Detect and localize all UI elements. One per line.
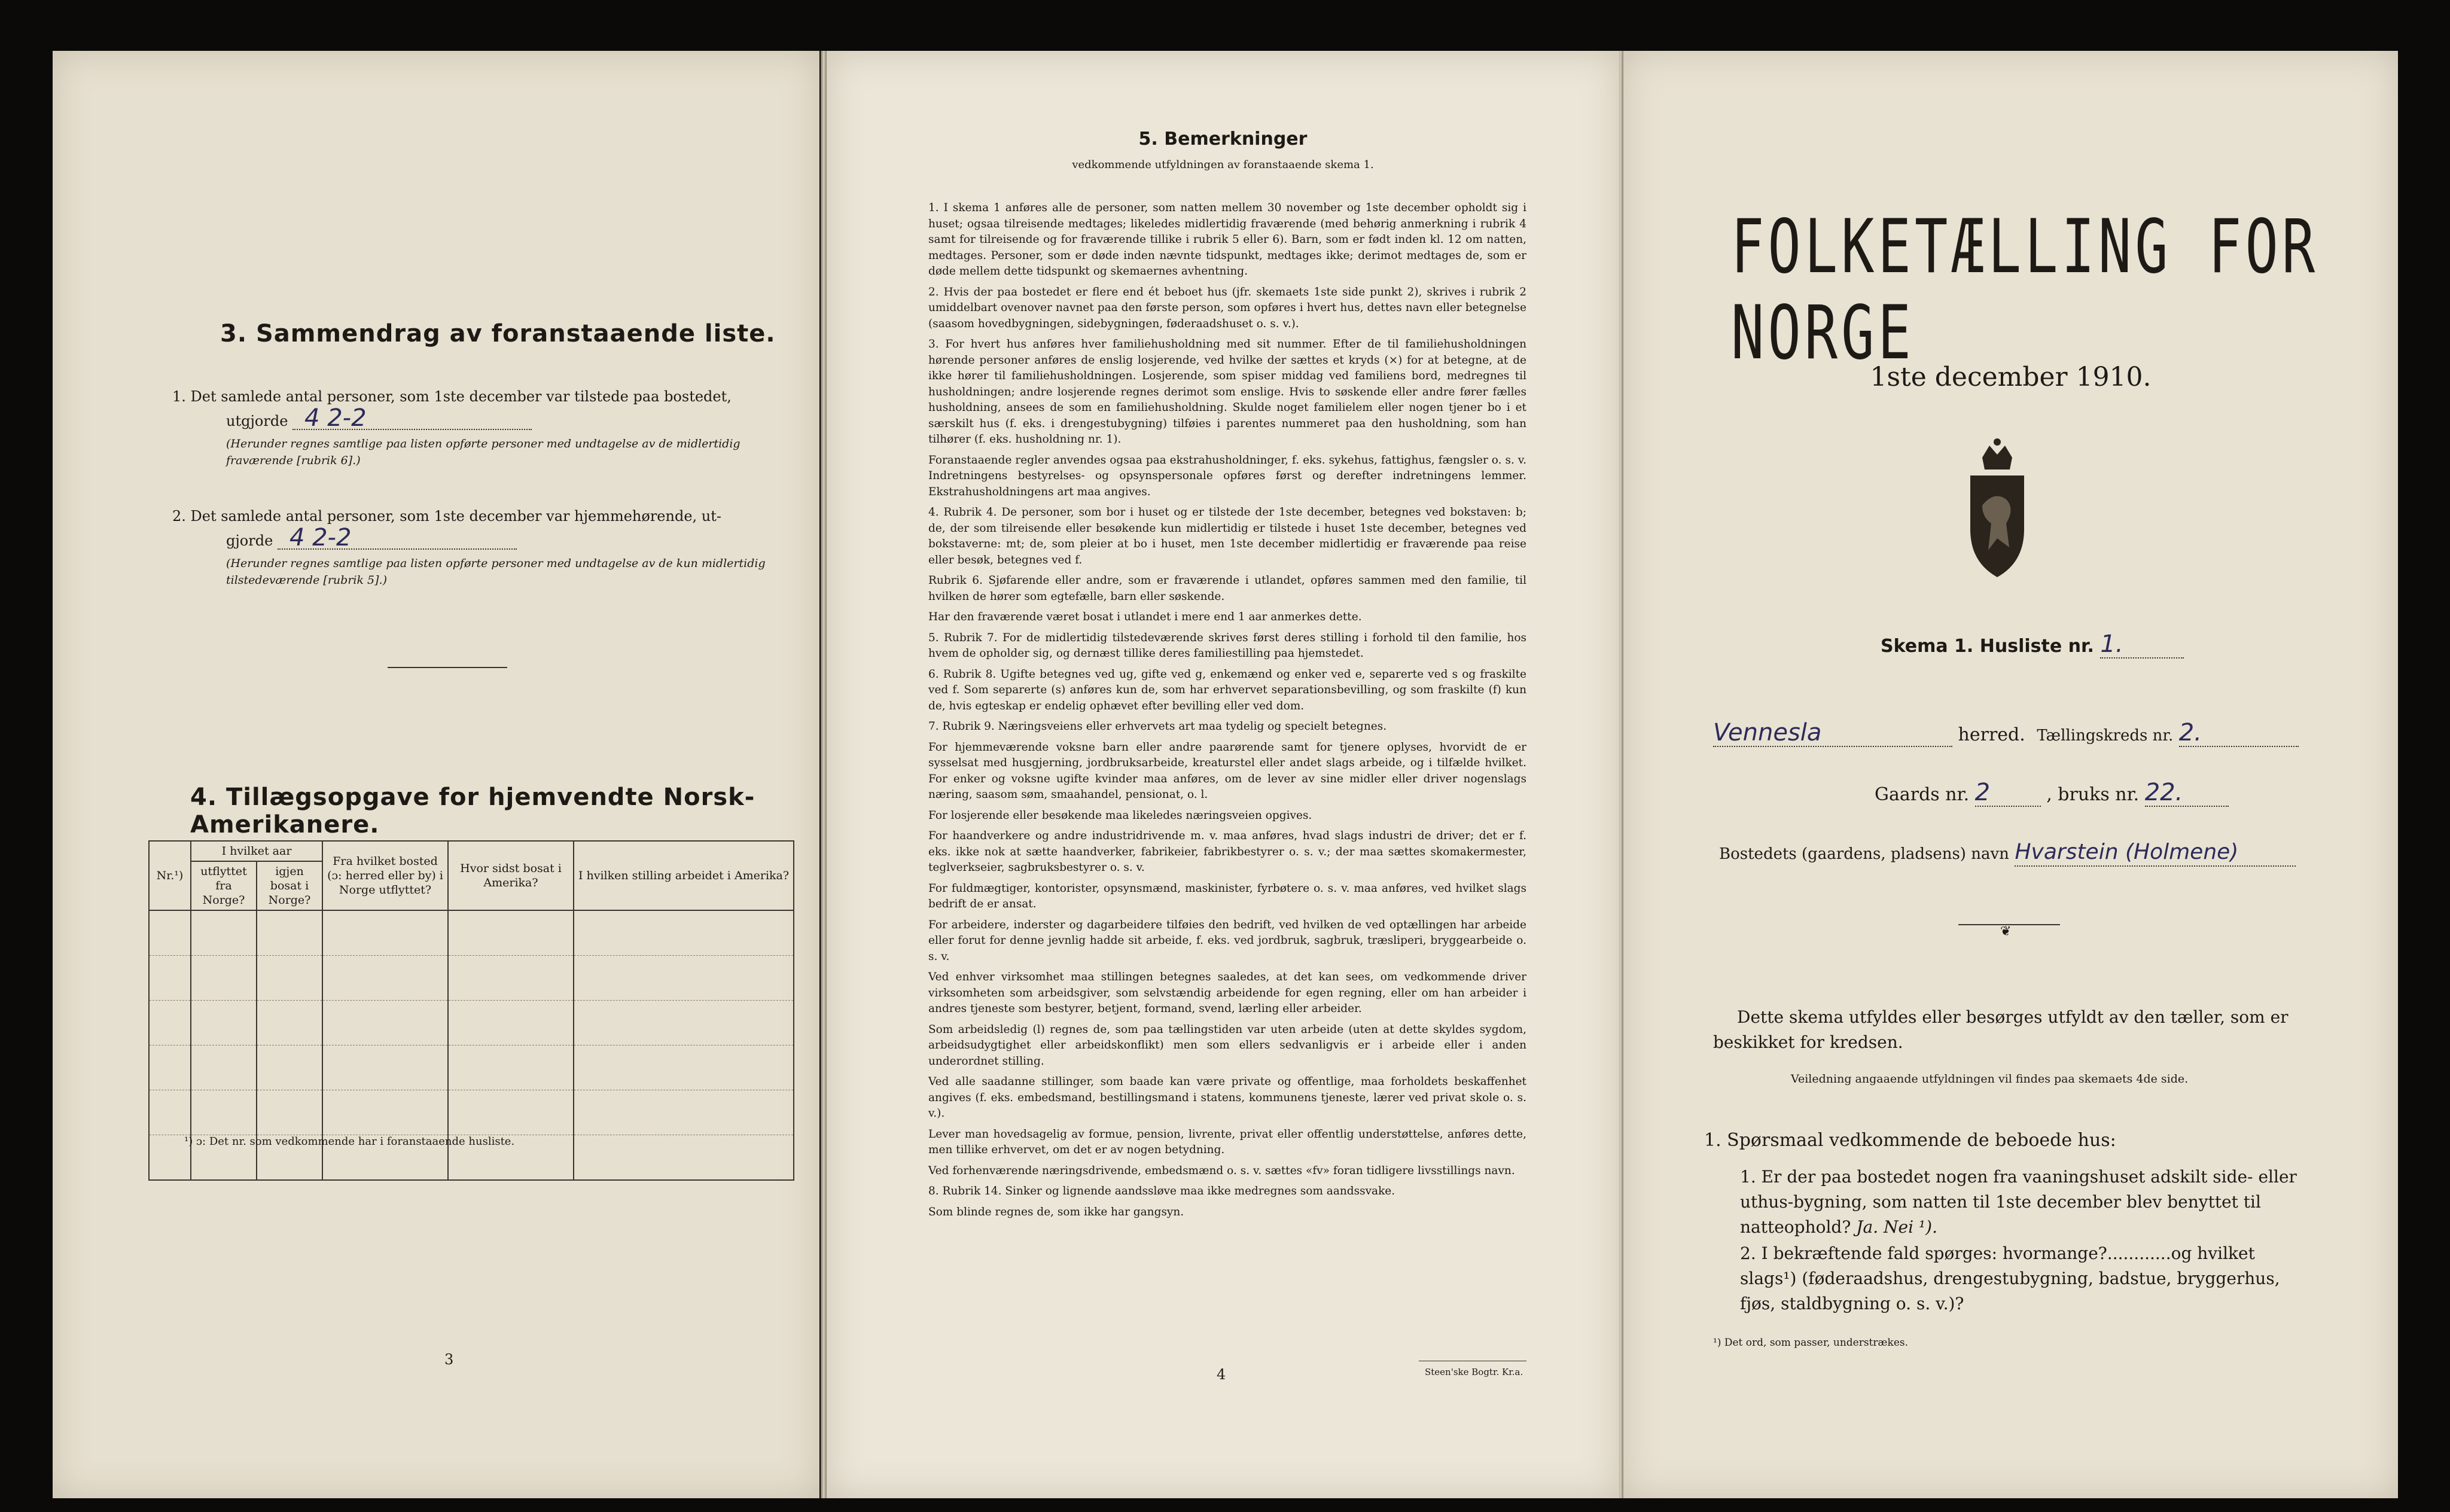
husliste-nr-value: 1. (2100, 631, 2184, 659)
herred-label: herred. (1958, 724, 2025, 745)
remark-item: For haandverkere og andre industridrivende m. v. maa anføres, hvad slags industri de driver; det er f. eks. ikke nok at sætte haandverker, fabrikeier, fabrikbestyrer o. s. v.; der maa sættes skomakermester, teglverkseier, sagbruksbestyrer o. s. v. (928, 830, 1526, 874)
remark-item: For fuldmægtiger, kontorister, opsynsmænd, maskinister, fyrbøtere o. s. v. maa anføres, ved hvilket slags bedrift de er ansat. (928, 882, 1526, 910)
bosted-line (1719, 839, 2347, 867)
remark-item: 2. Hvis der paa bostedet er flere end ét beboet hus (jfr. skemaets 1ste side punkt 2), skrives i rubrik 2 umiddelbart ovenover navnet paa den første person, som opføres i hvert hus, dettes navn eller betegnelse (saasom hovedbygningen, sidebygningen, føderaadshuset o. s. v.). (928, 285, 1526, 330)
remark-item: Som blinde regnes de, som ikke har gangsyn. (928, 1205, 1184, 1218)
section-5-subtitle: vedkommende utfyldningen av foranstaaende skema 1. (1072, 158, 1374, 171)
right-page (1623, 51, 2398, 1498)
col-nr: Nr.¹) (149, 841, 191, 910)
bosted-label: Bostedets (gaardens, pladsens) navn (1719, 845, 2009, 863)
skema-line (1881, 631, 2184, 660)
gaards-label: Gaards nr. (1875, 784, 1970, 805)
summary-item-2-utgjorde: gjorde (226, 532, 273, 549)
census-title: FOLKETÆLLING FOR NORGE (1731, 203, 2319, 376)
col-from-place: Fra hvilket bosted (ɔ: herred eller by) i Norge utflyttet? (322, 841, 448, 910)
remark-item: 4. Rubrik 4. De personer, som bor i huset og er tilstede der 1ste december, betegnes ved bokstaven: b; de, der som tilreisende eller besøkende kun midlertidig er tilstede i huset 1ste december, betegnes ved bokstaverne: mt; de, som pleier at bo i huset, men 1ste december midlertidig er fraværende paa reise eller besøk, betegnes ved f. (928, 506, 1526, 566)
remark-item: For losjerende eller besøkende maa likeledes næringsveien opgives. (928, 809, 1312, 822)
summary-item-2-note: (Herunder regnes samtlige paa listen opførte personer med undtagelse av de kun midlertidig tilstedeværende [rubrik 5].) (226, 557, 766, 587)
remark-item: 8. Rubrik 14. Sinker og lignende aandssløve maa ikke medregnes som aandssvake. (928, 1185, 1395, 1197)
ornament-icon: ❦ (2000, 924, 2012, 939)
col-emigrated: utflyttet fra Norge? (191, 861, 257, 910)
remark-item: Lever man hovedsagelig av formue, pension, livrente, privat eller offentlig understøttelse, anføres dette, men tillike erhvervet, om det er av nogen betydning. (928, 1127, 1526, 1156)
table-row (149, 910, 794, 956)
question-1-1-answer: Ja. Nei ¹). (1856, 1217, 1937, 1237)
summary-item-1-utgjorde: utgjorde (226, 413, 288, 429)
remark-item: 7. Rubrik 9. Næringsveiens eller erhvervets art maa tydelig og specielt betegnes. (928, 720, 1387, 733)
remark-item: Har den fraværende været bosat i utlandet i mere end 1 aar anmerkes dette. (928, 611, 1362, 623)
table-footnote: ¹) ɔ: Det nr. som vedkommende har i foranstaaende husliste. (184, 1135, 515, 1148)
page-number-left: 3 (444, 1351, 454, 1368)
remark-item: Foranstaaende regler anvendes ogsaa paa ekstrahusholdninger, f. eks. sykehus, fattighus, fængsler o. s. v. Indretningens bestyrelses- og opsynspersonale opføres først og derefter indretningens lemmer. Ekstrahusholdningens art maa angives. (928, 453, 1526, 498)
skema-label: Skema 1. Husliste nr. (1881, 636, 2094, 657)
coat-of-arms-icon (1958, 434, 2036, 583)
col-last-america: Hvor sidst bosat i Amerika? (448, 841, 574, 910)
question-1-2: 2. I bekræftende fald spørges: hvormange?............og hvilket slags¹) (føderaadshus, drengestubygning, badstue, bryggerhus, fjøs, staldbygning o. s. v.)? (1740, 1243, 2280, 1313)
remark-item: Ved alle saadanne stillinger, som baade kan være private og offentlige, maa forholdets beskaffenhet angives (f. eks. embedsmand, bestillingsmand i statens, kommunens tjeneste, lærer ved privat skole o. s. v.). (928, 1075, 1526, 1120)
summary-item-1-note: (Herunder regnes samtlige paa listen opførte personer med undtagelse av de midlertidig fraværende [rubrik 6].) (226, 437, 741, 467)
col-year-group: I hvilket aar (191, 841, 322, 861)
section-3-title: 3. Sammendrag av foranstaaende liste. (220, 320, 776, 347)
instruction-text: Dette skema utfyldes eller besørges utfyldt av den tæller, som er beskikket for kredsen. (1713, 1007, 2289, 1052)
section-4-title: 4. Tillægsopgave for hjemvendte Norsk-Amerikanere. (190, 784, 755, 839)
col-position: I hvilken stilling arbeidet i Amerika? (574, 841, 794, 910)
footnote-right: ¹) Det ord, som passer, understrækes. (1713, 1337, 1909, 1349)
summary-item-1 (172, 386, 800, 469)
left-page (53, 51, 819, 1498)
remark-item: 6. Rubrik 8. Ugifte betegnes ved ug, gifte ved g, enkemænd og enker ved e, separerte ved s og fraskilte ved f. Som separerte (s) anføres kun de, som har erhvervet separationsbevilling, og som fraskilte (f) kun de, hvis egteskap er endelig ophævet efter bevilling eller ved dom. (928, 667, 1526, 712)
norsk-amerikanere-table (148, 840, 794, 1181)
remark-item: Som arbeidsledig (l) regnes de, som paa tællingstiden var uten arbeide (uten at dette skyldes sygdom, arbeidsudygtighet eller arbeidskonflikt) men som ellers sedvanligvis er i arbeide eller i anden underordnet stilling. (928, 1023, 1526, 1068)
kreds-value: 2. (2179, 720, 2299, 747)
question-1-1-text: 1. Er der paa bostedet nogen fra vaaningshuset adskilt side- eller uthus-bygning, som natten til 1ste december blev benyttet til natteophold? (1740, 1167, 2297, 1237)
gaards-value: 2 (1975, 779, 2041, 807)
remark-item: Ved forhenværende næringsdrivende, embedsmænd o. s. v. sættes «fv» foran tidligere livsstillings navn. (928, 1164, 1515, 1177)
section-divider (388, 667, 507, 668)
middle-page (827, 51, 1619, 1498)
table-row (149, 1001, 794, 1045)
summary-item-2 (172, 505, 800, 589)
summary-item-1-value: 4 2-2 (292, 407, 532, 430)
summary-item-1-text: 1. Det samlede antal personer, som 1ste december var tilstede paa bostedet, (172, 388, 732, 405)
table-row (149, 1045, 794, 1090)
gaards-line (1875, 779, 2229, 808)
bruks-value: 22. (2145, 779, 2229, 807)
question-1-1 (1740, 1165, 2308, 1240)
remark-item: Ved enhver virksomhet maa stillingen betegnes saaledes, at det kan sees, om vedkommende driver virksomheten som arbeidsgiver, som selvstændig arbeidende for egen regning, eller om han arbeider i andres tjeneste som bestyrer, betjent, formand, svend, lærling eller arbeider. (928, 971, 1526, 1015)
table-row (149, 1090, 794, 1135)
herred-line (1713, 720, 2341, 749)
bruks-label: , bruks nr. (2046, 784, 2140, 805)
summary-item-2-value: 4 2-2 (278, 527, 517, 550)
remark-item: 3. For hvert hus anføres hver familiehusholdning med sit nummer. Efter de til familiehusholdningen hørende personer anføres de enslig losjerende, ved hvilke der sættes et kryds (×) for at betegne, at de ikke hører til familiehusholdningen. Losjerende, som spiser middag ved familiens bord, medregnes til husholdningen; andre losjerende regnes derimot som enslige. Hvis to søskende eller andre fører fælles husholdning, ansees de som en familiehusholdning. Skulde noget familielem eller nogen tjener bo i et særskilt hus (f. eks. i drengestubygning) tilføies i parentes nummeret paa den husholdning, som han tilhører (f. eks. husholdning nr. 1). (928, 338, 1526, 446)
printer-mark: Steen'ske Bogtr. Kr.a. (1425, 1367, 1523, 1377)
bosted-value: Hvarstein (Holmene) (2015, 839, 2296, 867)
section-5-title: 5. Bemerkninger (1138, 129, 1308, 150)
col-returned: igjen bosat i Norge? (257, 861, 322, 910)
question-1-title: 1. Spørsmaal vedkommende de beboede hus: (1704, 1130, 2116, 1151)
census-date: 1ste december 1910. (1870, 362, 2152, 392)
remark-item: Rubrik 6. Sjøfarende eller andre, som er fraværende i utlandet, opføres sammen med den familie, til hvilken de hører som egtefælle, barn eller søskende. (928, 574, 1526, 603)
remark-item: 5. Rubrik 7. For de midlertidig tilstedeværende skrives først deres stilling i forhold til den familie, hos hvem de opholder sig, og dernæst tillike deres familiestilling paa hjemstedet. (928, 631, 1526, 660)
remark-item: 1. I skema 1 anføres alle de personer, som natten mellem 30 november og 1ste december opholdt sig i huset; ogsaa tilreisende medtages; likeledes midlertidig fraværende (med behørig anmerkning i rubrik 4 samt for tilreisende og for fraværende tillike i rubrik 5 eller 6). Barn, som er født inden kl. 12 om natten, medtages. Personer, som er døde inden nævnte tidspunkt, medtages ikke; derimot medtages de, som er døde mellem dette tidspunkt og skemaernes avhentning. (928, 202, 1526, 278)
summary-item-2-text: 2. Det samlede antal personer, som 1ste december var hjemmehørende, ut- (172, 508, 721, 525)
table-row (149, 956, 794, 1001)
page-number-middle: 4 (1217, 1366, 1226, 1383)
herred-value: Vennesla (1713, 720, 1952, 747)
remark-item: For hjemmeværende voksne barn eller andre paarørende samt for tjenere oplyses, hvorvidt de er sysselsat med husgjerning, jordbruksarbeide, kreaturstel eller andet slags arbeide, og i tilfælde hvilket. For enker og voksne ugifte kvinder maa anføres, om de lever av sine midler eller driver nogenslags næring, saasom søm, smaahandel, pensionat, o. l. (928, 740, 1526, 801)
remarks-list (928, 200, 1526, 1225)
kreds-label: Tællingskreds nr. (2037, 727, 2174, 745)
instruction-note: Veiledning angaaende utfyldningen vil findes paa skemaets 4de side. (1791, 1072, 2189, 1086)
remark-item: For arbeidere, inderster og dagarbeidere tilføies den bedrift, ved hvilken de ved optællingen har arbeide eller forut for denne jevnlig hadde sit arbeide, f. eks. ved jordbruk, sagbruk, træsliperi, bryggearbeide o. s. v. (928, 918, 1526, 963)
